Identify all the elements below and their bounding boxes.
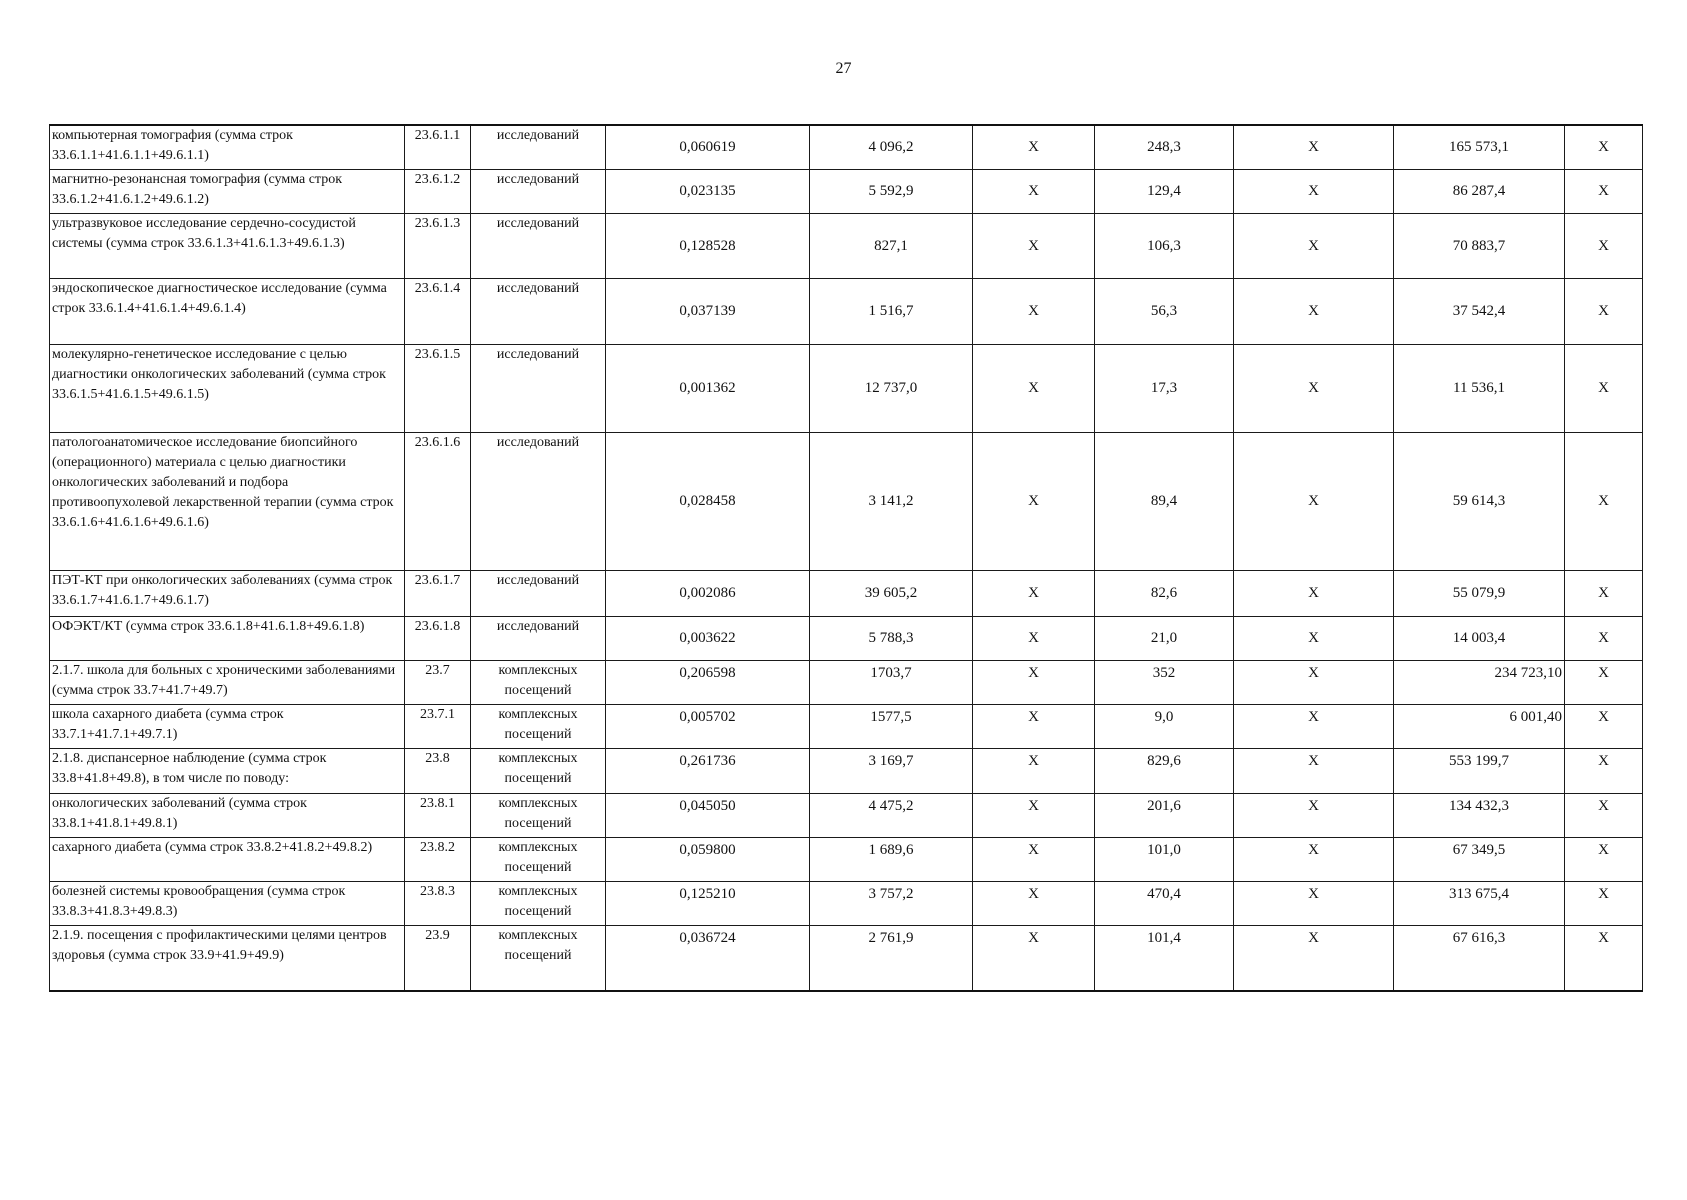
row-code: 23.8.1 <box>405 793 471 837</box>
cell-c2: 5 592,9 <box>810 169 973 213</box>
cell-c1: 0,060619 <box>606 125 810 169</box>
page-number: 27 <box>835 60 852 77</box>
cell-c1: 0,059800 <box>606 837 810 881</box>
row-code: 23.7.1 <box>405 704 471 748</box>
cell-c5: Х <box>1234 125 1394 169</box>
row-description: молекулярно-генетическое исследование с целью диагностики онкологических заболеваний (сумма строк 33.6.1.5+41.6.1.5+49.6.1.5) <box>50 344 405 432</box>
cell-c1: 0,003622 <box>606 616 810 660</box>
cell-c2: 1 689,6 <box>810 837 973 881</box>
cell-c6: 134 432,3 <box>1394 793 1565 837</box>
cell-c5: Х <box>1234 213 1394 278</box>
cell-c4: 17,3 <box>1095 344 1234 432</box>
cell-c3: Х <box>973 748 1095 793</box>
row-code: 23.8.2 <box>405 837 471 881</box>
row-unit: комплексных посещений <box>471 925 606 991</box>
cell-c7: Х <box>1565 748 1643 793</box>
cell-c5: Х <box>1234 344 1394 432</box>
cell-c1: 0,125210 <box>606 881 810 925</box>
row-unit: исследований <box>471 278 606 344</box>
cell-c5: Х <box>1234 432 1394 570</box>
table-row <box>50 793 1643 837</box>
cell-c6: 86 287,4 <box>1394 169 1565 213</box>
cell-c5: Х <box>1234 660 1394 704</box>
table-row <box>50 125 1643 169</box>
cell-c4: 101,4 <box>1095 925 1234 991</box>
cell-c4: 21,0 <box>1095 616 1234 660</box>
cell-c3: Х <box>973 125 1095 169</box>
cell-c3: Х <box>973 660 1095 704</box>
table-row <box>50 432 1643 570</box>
cell-c7: Х <box>1565 881 1643 925</box>
cell-c6: 70 883,7 <box>1394 213 1565 278</box>
cell-c3: Х <box>973 704 1095 748</box>
cell-c1: 0,001362 <box>606 344 810 432</box>
cell-c4: 248,3 <box>1095 125 1234 169</box>
row-description: патологоанатомическое исследование биопсийного (операционного) материала с целью диагностики онкологических заболеваний и подбора противоопухолевой лекарственной терапии (сумма строк 33.6.1.6+41.6.1.6+49.6.1.6) <box>50 432 405 570</box>
cell-c2: 1577,5 <box>810 704 973 748</box>
cell-c3: Х <box>973 881 1095 925</box>
cell-c5: Х <box>1234 169 1394 213</box>
cell-c1: 0,206598 <box>606 660 810 704</box>
cell-c4: 56,3 <box>1095 278 1234 344</box>
cell-c7: Х <box>1565 616 1643 660</box>
row-description: школа сахарного диабета (сумма строк 33.7.1+41.7.1+49.7.1) <box>50 704 405 748</box>
row-code: 23.8 <box>405 748 471 793</box>
row-code: 23.6.1.3 <box>405 213 471 278</box>
table-row <box>50 704 1643 748</box>
cell-c2: 3 169,7 <box>810 748 973 793</box>
cell-c3: Х <box>973 213 1095 278</box>
cell-c2: 4 096,2 <box>810 125 973 169</box>
row-unit: комплексных посещений <box>471 837 606 881</box>
table-row <box>50 616 1643 660</box>
cell-c1: 0,023135 <box>606 169 810 213</box>
row-unit: исследований <box>471 125 606 169</box>
cell-c2: 5 788,3 <box>810 616 973 660</box>
row-unit: комплексных посещений <box>471 881 606 925</box>
row-description: онкологических заболеваний (сумма строк 33.8.1+41.8.1+49.8.1) <box>50 793 405 837</box>
cell-c6: 11 536,1 <box>1394 344 1565 432</box>
cell-c5: Х <box>1234 616 1394 660</box>
row-unit: исследований <box>471 570 606 616</box>
cell-c7: Х <box>1565 925 1643 991</box>
row-code: 23.6.1.6 <box>405 432 471 570</box>
cell-c7: Х <box>1565 837 1643 881</box>
cell-c5: Х <box>1234 881 1394 925</box>
row-unit: комплексных посещений <box>471 660 606 704</box>
cell-c7: Х <box>1565 660 1643 704</box>
cell-c4: 106,3 <box>1095 213 1234 278</box>
cell-c5: Х <box>1234 278 1394 344</box>
cell-c5: Х <box>1234 704 1394 748</box>
table-row <box>50 344 1643 432</box>
table-row <box>50 213 1643 278</box>
row-description: эндоскопическое диагностическое исследование (сумма строк 33.6.1.4+41.6.1.4+49.6.1.4) <box>50 278 405 344</box>
row-unit: комплексных посещений <box>471 793 606 837</box>
cell-c7: Х <box>1565 793 1643 837</box>
row-description: ОФЭКТ/КТ (сумма строк 33.6.1.8+41.6.1.8+49.6.1.8) <box>50 616 405 660</box>
row-description: болезней системы кровообращения (сумма строк 33.8.3+41.8.3+49.8.3) <box>50 881 405 925</box>
cell-c7: Х <box>1565 213 1643 278</box>
table-row <box>50 570 1643 616</box>
cell-c3: Х <box>973 837 1095 881</box>
row-code: 23.6.1.7 <box>405 570 471 616</box>
cell-c1: 0,002086 <box>606 570 810 616</box>
row-unit: исследований <box>471 213 606 278</box>
cell-c4: 129,4 <box>1095 169 1234 213</box>
cell-c6: 6 001,40 <box>1394 704 1565 748</box>
cell-c1: 0,128528 <box>606 213 810 278</box>
table-row <box>50 278 1643 344</box>
row-code: 23.7 <box>405 660 471 704</box>
cell-c6: 313 675,4 <box>1394 881 1565 925</box>
cell-c3: Х <box>973 344 1095 432</box>
cell-c4: 470,4 <box>1095 881 1234 925</box>
cell-c5: Х <box>1234 748 1394 793</box>
cell-c5: Х <box>1234 837 1394 881</box>
cell-c6: 37 542,4 <box>1394 278 1565 344</box>
row-unit: исследований <box>471 432 606 570</box>
cell-c6: 67 616,3 <box>1394 925 1565 991</box>
table-row <box>50 169 1643 213</box>
cell-c6: 14 003,4 <box>1394 616 1565 660</box>
cell-c4: 352 <box>1095 660 1234 704</box>
cell-c6: 234 723,10 <box>1394 660 1565 704</box>
row-description: ультразвуковое исследование сердечно-сосудистой системы (сумма строк 33.6.1.3+41.6.1.3+49.6.1.3) <box>50 213 405 278</box>
row-description: магнитно-резонансная томография (сумма строк 33.6.1.2+41.6.1.2+49.6.1.2) <box>50 169 405 213</box>
row-unit: комплексных посещений <box>471 748 606 793</box>
cell-c6: 59 614,3 <box>1394 432 1565 570</box>
cell-c2: 12 737,0 <box>810 344 973 432</box>
row-unit: исследований <box>471 344 606 432</box>
row-description: 2.1.7. школа для больных с хроническими заболеваниями (сумма строк 33.7+41.7+49.7) <box>50 660 405 704</box>
cell-c5: Х <box>1234 570 1394 616</box>
cell-c4: 101,0 <box>1095 837 1234 881</box>
row-code: 23.6.1.5 <box>405 344 471 432</box>
table-row <box>50 881 1643 925</box>
cell-c2: 1 516,7 <box>810 278 973 344</box>
row-description: сахарного диабета (сумма строк 33.8.2+41.8.2+49.8.2) <box>50 837 405 881</box>
cell-c6: 165 573,1 <box>1394 125 1565 169</box>
row-code: 23.6.1.4 <box>405 278 471 344</box>
cell-c7: Х <box>1565 169 1643 213</box>
cell-c3: Х <box>973 925 1095 991</box>
cell-c7: Х <box>1565 344 1643 432</box>
cell-c2: 39 605,2 <box>810 570 973 616</box>
cell-c5: Х <box>1234 925 1394 991</box>
cell-c6: 67 349,5 <box>1394 837 1565 881</box>
cell-c4: 201,6 <box>1095 793 1234 837</box>
row-description: компьютерная томография (сумма строк 33.6.1.1+41.6.1.1+49.6.1.1) <box>50 125 405 169</box>
indicators-table <box>49 124 1643 992</box>
cell-c6: 553 199,7 <box>1394 748 1565 793</box>
row-code: 23.6.1.1 <box>405 125 471 169</box>
cell-c3: Х <box>973 570 1095 616</box>
cell-c1: 0,261736 <box>606 748 810 793</box>
cell-c7: Х <box>1565 432 1643 570</box>
cell-c2: 827,1 <box>810 213 973 278</box>
row-code: 23.8.3 <box>405 881 471 925</box>
cell-c2: 2 761,9 <box>810 925 973 991</box>
cell-c3: Х <box>973 432 1095 570</box>
cell-c3: Х <box>973 616 1095 660</box>
cell-c3: Х <box>973 278 1095 344</box>
cell-c4: 82,6 <box>1095 570 1234 616</box>
row-code: 23.6.1.8 <box>405 616 471 660</box>
row-code: 23.6.1.2 <box>405 169 471 213</box>
cell-c2: 3 141,2 <box>810 432 973 570</box>
table-row <box>50 748 1643 793</box>
cell-c7: Х <box>1565 570 1643 616</box>
cell-c2: 1703,7 <box>810 660 973 704</box>
row-description: 2.1.8. диспансерное наблюдение (сумма строк 33.8+41.8+49.8), в том числе по поводу: <box>50 748 405 793</box>
row-description: ПЭТ-КТ при онкологических заболеваниях (сумма строк 33.6.1.7+41.6.1.7+49.6.1.7) <box>50 570 405 616</box>
row-unit: исследований <box>471 616 606 660</box>
cell-c1: 0,036724 <box>606 925 810 991</box>
cell-c5: Х <box>1234 793 1394 837</box>
row-description: 2.1.9. посещения с профилактическими целями центров здоровья (сумма строк 33.9+41.9+49.9) <box>50 925 405 991</box>
cell-c1: 0,005702 <box>606 704 810 748</box>
cell-c7: Х <box>1565 704 1643 748</box>
cell-c2: 3 757,2 <box>810 881 973 925</box>
row-code: 23.9 <box>405 925 471 991</box>
row-unit: исследований <box>471 169 606 213</box>
cell-c3: Х <box>973 169 1095 213</box>
cell-c4: 89,4 <box>1095 432 1234 570</box>
cell-c1: 0,028458 <box>606 432 810 570</box>
cell-c4: 829,6 <box>1095 748 1234 793</box>
table-row <box>50 925 1643 991</box>
cell-c7: Х <box>1565 278 1643 344</box>
cell-c2: 4 475,2 <box>810 793 973 837</box>
cell-c1: 0,045050 <box>606 793 810 837</box>
table-row <box>50 837 1643 881</box>
cell-c4: 9,0 <box>1095 704 1234 748</box>
cell-c3: Х <box>973 793 1095 837</box>
cell-c1: 0,037139 <box>606 278 810 344</box>
cell-c7: Х <box>1565 125 1643 169</box>
cell-c6: 55 079,9 <box>1394 570 1565 616</box>
table-row <box>50 660 1643 704</box>
row-unit: комплексных посещений <box>471 704 606 748</box>
